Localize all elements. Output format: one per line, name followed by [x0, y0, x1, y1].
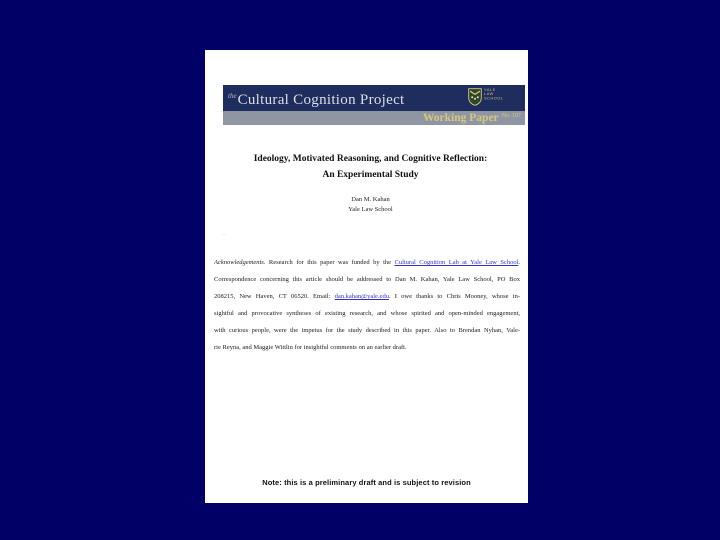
hyperlink[interactable]: Cultural Cognition Lab at Yale Law School	[394, 259, 519, 266]
banner-project-title: Cultural Cognition Project	[237, 92, 405, 108]
author-affiliation: Yale Law School	[348, 206, 393, 213]
paper-title	[215, 151, 526, 183]
ack-line	[214, 322, 520, 339]
paper-title-line1: Ideology, Motivated Reasoning, and Cognitive Reflection:	[253, 154, 488, 164]
author-name: Dan M. Kahan	[351, 196, 390, 203]
ack-line	[214, 271, 520, 288]
author-block	[215, 195, 526, 215]
yale-shield-icon	[468, 88, 482, 106]
ack-line	[214, 288, 520, 305]
banner-top-band	[223, 85, 525, 111]
yale-wordmark-line: LAW	[484, 92, 495, 97]
draft-note: Note: this is a preliminary draft and is subject to revision	[262, 478, 471, 487]
working-paper-label: Working Paper	[422, 112, 499, 124]
text-segment: Correspondence concerning this article should be addressed to Dan M. Kahan, Yale Law School, PO Box	[214, 276, 520, 283]
yale-wordmark-line: SCHOOL	[484, 96, 504, 101]
working-paper-number: No. 107	[501, 113, 521, 119]
acknowledgments	[214, 254, 520, 356]
yale-law-school-logo	[468, 88, 520, 112]
text-segment: sightful and provocative syntheses of existing research, and whose spirited and open-minded engagement,	[214, 310, 520, 317]
yale-wordmark	[484, 88, 504, 101]
paper-title-line2: An Experimental Study	[322, 170, 419, 180]
document-page	[205, 50, 528, 503]
text-segment: Research for this paper was funded by the	[265, 259, 395, 266]
banner-the-prefix: the	[228, 92, 237, 100]
banner-gray-band	[223, 111, 525, 125]
text-segment: .	[518, 259, 520, 266]
hyperlink[interactable]: dan.kahan@yale.edu	[334, 293, 389, 300]
yale-wordmark-line: YALE	[484, 88, 497, 92]
footnote-mark: .	[223, 228, 225, 237]
ack-line	[214, 254, 520, 271]
text-segment: . I owe thanks to Chris Mooney, whose in-	[388, 293, 520, 300]
ack-line	[214, 305, 520, 322]
ack-line	[214, 339, 520, 356]
banner	[223, 85, 525, 125]
text-segment: Acknowledgements.	[214, 259, 266, 266]
text-segment: 208215, New Haven, CT 06520. Email:	[214, 293, 335, 300]
text-segment: rie Reyna, and Maggie Wittlin for insightful comments on an earlier draft.	[214, 344, 407, 351]
text-segment: with curious people, were the impetus for the study described in this paper. Also to Brendan Nyhan, Vale-	[214, 327, 520, 334]
